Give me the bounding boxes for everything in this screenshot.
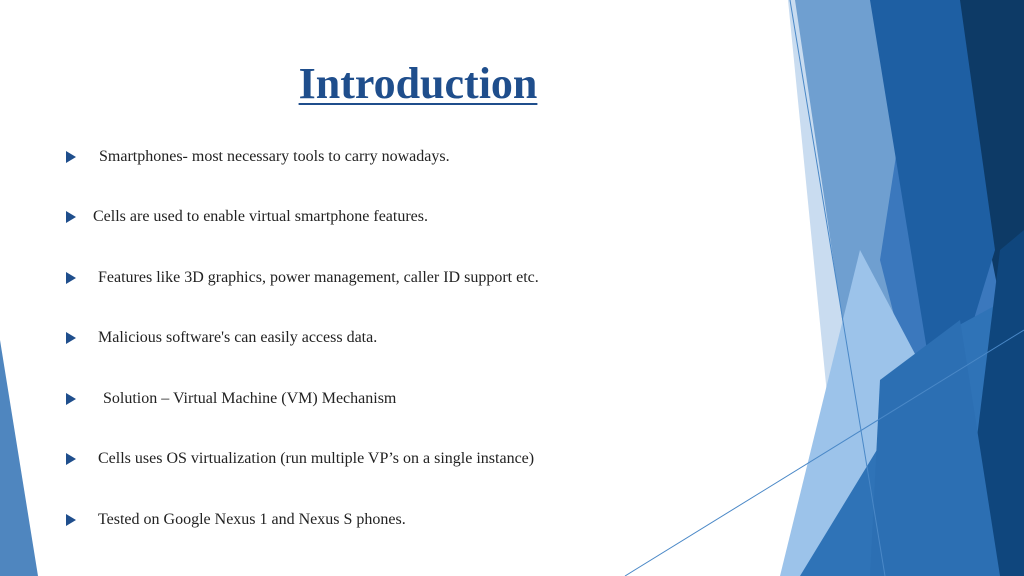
bullet-text: Tested on Google Nexus 1 and Nexus S phones. [98, 511, 406, 528]
bullet-text: Solution – Virtual Machine (VM) Mechanism [103, 390, 397, 407]
triangle-right-icon [66, 272, 76, 284]
slide-title: Introduction [298, 59, 538, 108]
bullet-text: Malicious software's can easily access data. [98, 329, 378, 346]
bullet-text: Smartphones- most necessary tools to carry nowadays. [99, 148, 450, 165]
triangle-right-icon [66, 514, 76, 526]
triangle-right-icon [66, 453, 76, 465]
bullet-text: Cells are used to enable virtual smartphone features. [93, 208, 428, 225]
triangle-right-icon [66, 151, 76, 163]
bullet-text: Features like 3D graphics, power management, caller ID support etc. [98, 269, 539, 286]
bullet-text: Cells uses OS virtualization (run multiple VP’s on a single instance) [98, 450, 535, 467]
triangle-right-icon [66, 211, 76, 223]
triangle-right-icon [66, 332, 76, 344]
triangle-right-icon [66, 393, 76, 405]
